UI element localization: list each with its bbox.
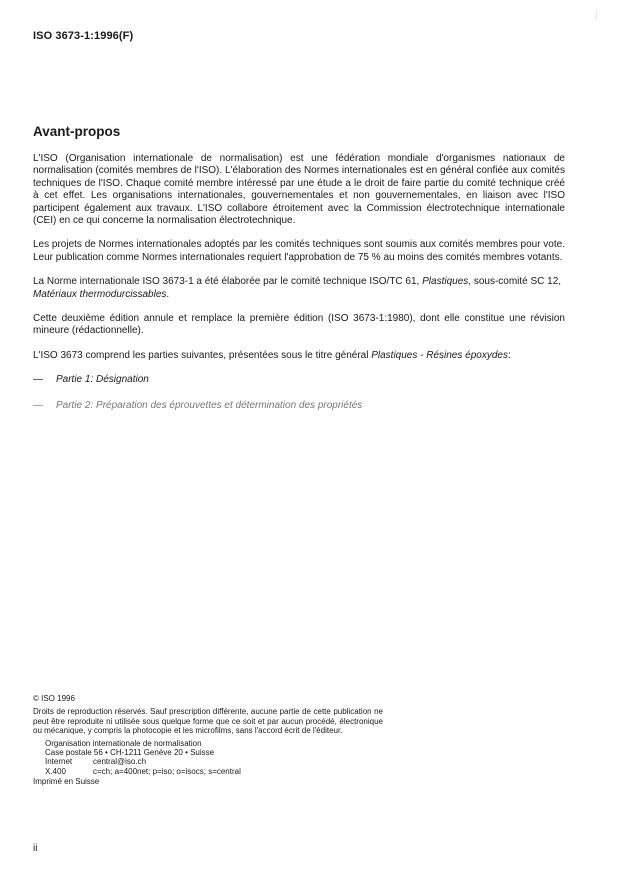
corner-mark bbox=[596, 10, 597, 20]
x400-row bbox=[45, 767, 383, 776]
internet-label: Internet bbox=[45, 757, 73, 767]
page-number: ii bbox=[33, 843, 38, 854]
paragraph-committee bbox=[33, 276, 565, 301]
rights-notice: Droits de reproduction réservés. Sauf prescription différente, aucune partie de cette publication ne peut être reproduite ni utilisée sous quelque forme que ce soit et par aucun procédé, électronique ou mécanique, y compris la photocopie et les microfilms, sans l'accord écrit de l'éditeur. bbox=[33, 707, 383, 736]
dash-bullet: — bbox=[33, 374, 43, 386]
committee-name: Plastiques bbox=[422, 276, 469, 288]
paragraph-voting: Les projets de Normes internationales adoptés par les comités techniques sont soumis aux comités membres pour vote. Leur publication comme Normes internationales requiert l'approbation de 75 % au moins des comités membres votants. bbox=[33, 239, 565, 263]
parts-intro-end: : bbox=[507, 349, 511, 361]
standard-id: ISO 3673-1:1996(F) bbox=[33, 30, 134, 42]
parts-intro-start: L'ISO 3673 comprend les parties suivantes, présentées sous le titre général bbox=[33, 349, 372, 361]
committee-text-end: . bbox=[166, 288, 170, 300]
printed-in: Imprimé en Suisse bbox=[33, 777, 100, 787]
committee-text-start: La Norme internationale ISO 3673-1 a été élaborée par le comité technique ISO/TC 61, bbox=[33, 276, 423, 288]
subcommittee-name: Matériaux thermodurcissables bbox=[33, 288, 167, 300]
list-item bbox=[33, 400, 565, 412]
org-name: Organisation internationale de normalisation bbox=[45, 738, 202, 748]
x400-label: X.400 bbox=[45, 766, 66, 776]
section-title: Avant-propos bbox=[33, 124, 121, 139]
internet-value: central@iso.ch bbox=[93, 757, 147, 767]
x400-value: c=ch; a=400net; p=iso; o=isocs; s=central bbox=[93, 766, 241, 776]
part-label: Partie 2: Préparation des éprouvettes et détermination des propriétés bbox=[56, 399, 363, 411]
list-item bbox=[33, 374, 565, 386]
paragraph-parts-intro bbox=[33, 350, 565, 362]
internet-row bbox=[45, 757, 383, 766]
paragraph-edition: Cette deuxième édition annule et remplace la première édition (ISO 3673-1:1980), dont elle constitue une révision mineure (rédactionnelle). bbox=[33, 313, 565, 337]
foreword-body bbox=[33, 153, 565, 425]
part-label: Partie 1: Désignation bbox=[56, 374, 149, 386]
committee-text-middle: , sous-comité SC 12, bbox=[468, 276, 562, 288]
paragraph-iso-intro: L'ISO (Organisation internationale de normalisation) est une fédération mondiale d'organismes nationaux de normalisation (comités membres de l'ISO). L'élaboration des Normes internationales est en général confiée aux comités techniques de l'ISO. Chaque comité membre intéressé par une étude a le droit de faire partie du comité technique créé à cet effet. Les organisations internationales, gouvernementales et non gouvernementales, en liaison avec l'ISO participent également aux travaux. L'ISO collabore étroitement avec la Commission électrotechnique internationale (CEI) en ce qui concerne la normalisation électrotechnique. bbox=[33, 153, 565, 227]
copyright-line: © ISO 1996 bbox=[33, 694, 75, 703]
copyright-block bbox=[33, 694, 383, 787]
postal-address: Case postale 56 • CH-1211 Genève 20 • Suisse bbox=[45, 748, 215, 758]
dash-bullet: — bbox=[33, 399, 43, 411]
general-title: Plastiques - Résines époxydes bbox=[371, 349, 508, 361]
address-block bbox=[33, 739, 383, 777]
parts-list bbox=[33, 374, 565, 412]
